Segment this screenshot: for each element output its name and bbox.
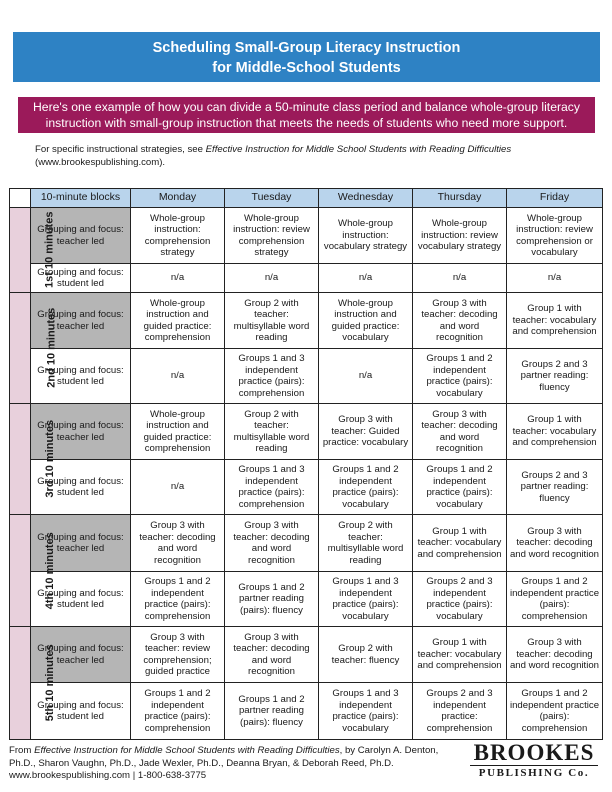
schedule-cell: Groups 2 and 3 partner reading: fluency xyxy=(507,349,603,404)
teacher-led-label: Grouping and focus: teacher led xyxy=(31,208,131,264)
schedule-cell: Groups 2 and 3 independent practice (pairs): vocabulary xyxy=(413,572,507,627)
table-row-student xyxy=(10,349,603,404)
period-label: 1st 10 minutes xyxy=(43,211,56,289)
title-line-2: for Middle-School Students xyxy=(212,60,401,76)
schedule-cell: Group 3 with teacher: decoding and word recognition xyxy=(225,627,319,683)
schedule-cell: Group 2 with teacher: fluency xyxy=(319,627,413,683)
schedule-cell: Group 1 with teacher: vocabulary and comprehension xyxy=(507,404,603,460)
schedule-cell: Group 3 with teacher: decoding and word recognition xyxy=(507,515,603,572)
schedule-cell: Group 3 with teacher: Guided practice: vocabulary xyxy=(319,404,413,460)
schedule-cell: Groups 1 and 3 independent practice (pairs): comprehension xyxy=(225,460,319,515)
schedule-cell: n/a xyxy=(413,264,507,293)
table-row-student xyxy=(10,264,603,293)
period-label-cell xyxy=(10,515,56,627)
schedule-cell: Groups 1 and 2 independent practice (pairs): vocabulary xyxy=(319,460,413,515)
table-row-teacher xyxy=(10,627,603,683)
strategies-suffix: (www.brookespublishing.com). xyxy=(35,157,166,168)
strategies-note xyxy=(35,143,595,169)
logo-subtitle: PUBLISHING Co. xyxy=(470,765,598,780)
schedule-cell: Whole-group instruction: vocabulary strategy xyxy=(319,208,413,264)
schedule-cell: Whole-group instruction: review vocabulary strategy xyxy=(413,208,507,264)
schedule-cell: Groups 1 and 2 independent practice (pairs): comprehension xyxy=(131,683,225,740)
header-corner xyxy=(10,189,31,208)
header-blocks: 10-minute blocks xyxy=(31,189,131,208)
schedule-cell: Group 3 with teacher: decoding and word recognition xyxy=(131,515,225,572)
schedule-table xyxy=(9,188,603,740)
schedule-cell: Whole-group instruction and guided practice: comprehension xyxy=(131,293,225,349)
schedule-cell: Groups 2 and 3 partner reading: fluency xyxy=(507,460,603,515)
student-led-label: Grouping and focus: student led xyxy=(31,460,131,515)
intro-text: Here's one example of how you can divide a 50-minute class period and balance whole-group literacy instruction with small-group instruction that meets the needs of students who need more support. xyxy=(32,100,580,130)
schedule-cell: Whole-group instruction: comprehension strategy xyxy=(131,208,225,264)
schedule-cell: Group 2 with teacher: multisyllable word reading xyxy=(319,515,413,572)
period-label: 4th 10 minutes xyxy=(43,531,56,610)
schedule-cell: Whole-group instruction and guided practice: vocabulary xyxy=(319,293,413,349)
schedule-cell: Group 3 with teacher: decoding and word recognition xyxy=(413,404,507,460)
period-label: 5th 10 minutes xyxy=(43,644,56,722)
table-row-teacher xyxy=(10,293,603,349)
schedule-cell: Group 1 with teacher: vocabulary and comprehension xyxy=(413,627,507,683)
header-day: Friday xyxy=(507,189,603,208)
schedule-cell: Groups 1 and 2 partner reading (pairs): fluency xyxy=(225,683,319,740)
schedule-cell: n/a xyxy=(131,349,225,404)
footer-book-title: Effective Instruction for Middle School Students with Reading Difficulties xyxy=(34,745,340,756)
table-row-teacher xyxy=(10,208,603,264)
footer-authors: , by Carolyn A. Denton, Ph.D., Sharon Vaughn, Ph.D., Jade Wexler, Ph.D., Deanna Bryan, & Deborah Reed, Ph.D. xyxy=(9,745,439,769)
schedule-cell: Group 3 with teacher: review comprehension; guided practice xyxy=(131,627,225,683)
header-day: Thursday xyxy=(413,189,507,208)
intro-banner xyxy=(18,97,595,133)
period-label-cell xyxy=(10,627,56,740)
schedule-cell: n/a xyxy=(319,349,413,404)
table-row-student xyxy=(10,683,603,740)
student-led-label: Grouping and focus: student led xyxy=(31,264,131,293)
table-row-teacher xyxy=(10,404,603,460)
schedule-cell: Groups 1 and 3 independent practice (pairs): vocabulary xyxy=(319,572,413,627)
student-led-label: Grouping and focus: student led xyxy=(31,683,131,740)
footer-reference xyxy=(9,745,449,770)
footer-citation xyxy=(9,745,449,783)
schedule-cell: Groups 1 and 2 independent practice (pairs): vocabulary xyxy=(413,349,507,404)
schedule-cell: Whole-group instruction and guided practice: comprehension xyxy=(131,404,225,460)
schedule-cell: Group 3 with teacher: decoding and word recognition xyxy=(413,293,507,349)
period-label: 3rd 10 minutes xyxy=(44,420,57,498)
schedule-cell: Group 3 with teacher: decoding and word recognition xyxy=(507,627,603,683)
period-label: 2nd 10 minutes xyxy=(45,307,58,389)
period-label-cell xyxy=(10,404,57,515)
schedule-cell: Groups 1 and 2 independent practice (pairs): comprehension xyxy=(507,572,603,627)
schedule-cell: Group 1 with teacher: vocabulary and comprehension xyxy=(413,515,507,572)
strategies-book-title: Effective Instruction for Middle School Students with Reading Difficulties xyxy=(205,144,512,155)
schedule-cell: n/a xyxy=(131,264,225,293)
schedule-cell: Groups 1 and 2 independent practice (pairs): comprehension xyxy=(507,683,603,740)
schedule-cell: n/a xyxy=(319,264,413,293)
schedule-cell: Groups 1 and 2 partner reading (pairs): fluency xyxy=(225,572,319,627)
header-day: Monday xyxy=(131,189,225,208)
schedule-cell: Groups 1 and 2 independent practice (pairs): vocabulary xyxy=(413,460,507,515)
schedule-cell: Groups 1 and 3 independent practice (pairs): vocabulary xyxy=(319,683,413,740)
table-row-student xyxy=(10,572,603,627)
footer-prefix: From xyxy=(9,745,35,756)
schedule-cell: n/a xyxy=(131,460,225,515)
schedule-cell: Group 3 with teacher: decoding and word recognition xyxy=(225,515,319,572)
title-line-1: Scheduling Small-Group Literacy Instruction xyxy=(152,40,461,56)
schedule-cell: Group 1 with teacher: vocabulary and comprehension xyxy=(507,293,603,349)
schedule-cell: Group 2 with teacher: multisyllable word reading xyxy=(225,293,319,349)
schedule-cell: Whole-group instruction: review comprehension or vocabulary xyxy=(507,208,603,264)
schedule-cell: Groups 1 and 2 independent practice (pairs): comprehension xyxy=(131,572,225,627)
logo-wordmark: BROOKES xyxy=(473,740,595,765)
table-header-row xyxy=(10,189,603,208)
table-row-teacher xyxy=(10,515,603,572)
teacher-led-label: Grouping and focus: teacher led xyxy=(31,293,131,349)
student-led-label: Grouping and focus: student led xyxy=(31,572,131,627)
header-day: Tuesday xyxy=(225,189,319,208)
schedule-cell: Groups 2 and 3 independent practice: comprehension xyxy=(413,683,507,740)
teacher-led-label: Grouping and focus: teacher led xyxy=(31,404,131,460)
schedule-cell: n/a xyxy=(507,264,603,293)
period-label-cell xyxy=(10,293,58,404)
teacher-led-label: Grouping and focus: teacher led xyxy=(31,627,131,683)
student-led-label: Grouping and focus: student led xyxy=(31,349,131,404)
page-title xyxy=(13,32,600,82)
schedule-cell: Group 2 with teacher: multisyllable word reading xyxy=(225,404,319,460)
strategies-prefix: For specific instructional strategies, see xyxy=(35,144,206,155)
teacher-led-label: Grouping and focus: teacher led xyxy=(31,515,131,572)
period-label-cell xyxy=(10,208,56,293)
header-day: Wednesday xyxy=(319,189,413,208)
schedule-cell: Groups 1 and 3 independent practice (pairs): comprehension xyxy=(225,349,319,404)
brookes-logo xyxy=(466,741,602,785)
schedule-cell: n/a xyxy=(225,264,319,293)
footer-contact: www.brookespublishing.com | 1-800-638-3775 xyxy=(9,770,207,781)
schedule-cell: Whole-group instruction: review comprehension strategy xyxy=(225,208,319,264)
table-row-student xyxy=(10,460,603,515)
